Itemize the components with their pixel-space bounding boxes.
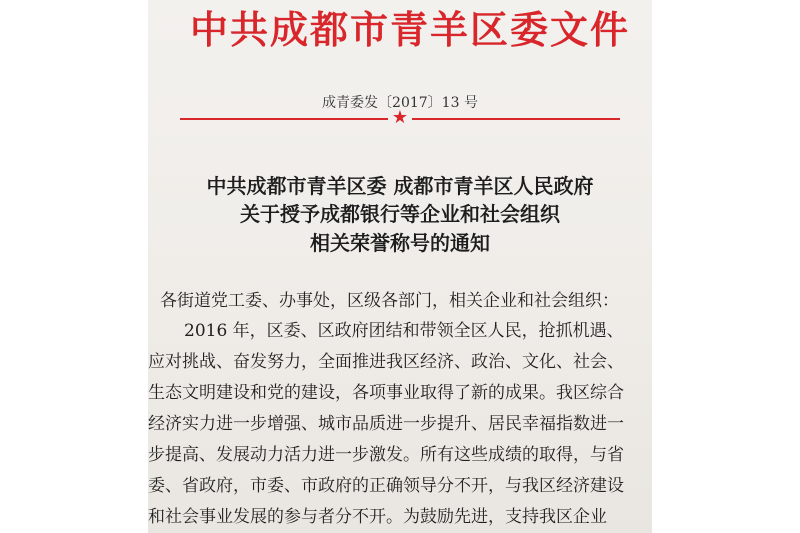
- body-line-5: 步提高、发展动力活力进一步激发。所有这些成绩的取得，与省: [148, 445, 624, 465]
- document-page: [148, 0, 652, 533]
- red-divider-right: [412, 118, 620, 120]
- document-header: 中共成都市青羊区委文件: [190, 7, 631, 52]
- body-line-1: 2016 年，区委、区政府团结和带领全区人民，抢抓机遇、: [184, 321, 624, 341]
- body-line-4: 经济实力进一步增强、城市品质进一步提升、居民幸福指数进一: [148, 414, 624, 434]
- red-divider-left: [180, 118, 388, 120]
- red-star-icon: ★: [391, 107, 409, 128]
- body-line-2: 应对挑战、奋发努力，全面推进我区经济、政治、文化、社会、: [148, 352, 624, 372]
- body-line-7: 和社会事业发展的参与者分不开。为鼓励先进，支持我区企业: [148, 507, 607, 527]
- title-line-2: 关于授予成都银行等企业和社会组织: [240, 202, 560, 226]
- body-line-3: 生态文明建设和党的建设，各项事业取得了新的成果。我区综合: [148, 383, 624, 403]
- body-line-6: 委、省政府，市委、市政府的正确领导分不开，与我区经济建设: [148, 476, 624, 496]
- salutation: 各街道党工委、办事处，区级各部门，相关企业和社会组织：: [160, 291, 619, 311]
- document-number: 成青委发〔2017〕13 号: [322, 95, 478, 111]
- title-line-1: 中共成都市青羊区委 成都市青羊区人民政府: [206, 174, 594, 198]
- title-line-3: 相关荣誉称号的通知: [310, 231, 490, 255]
